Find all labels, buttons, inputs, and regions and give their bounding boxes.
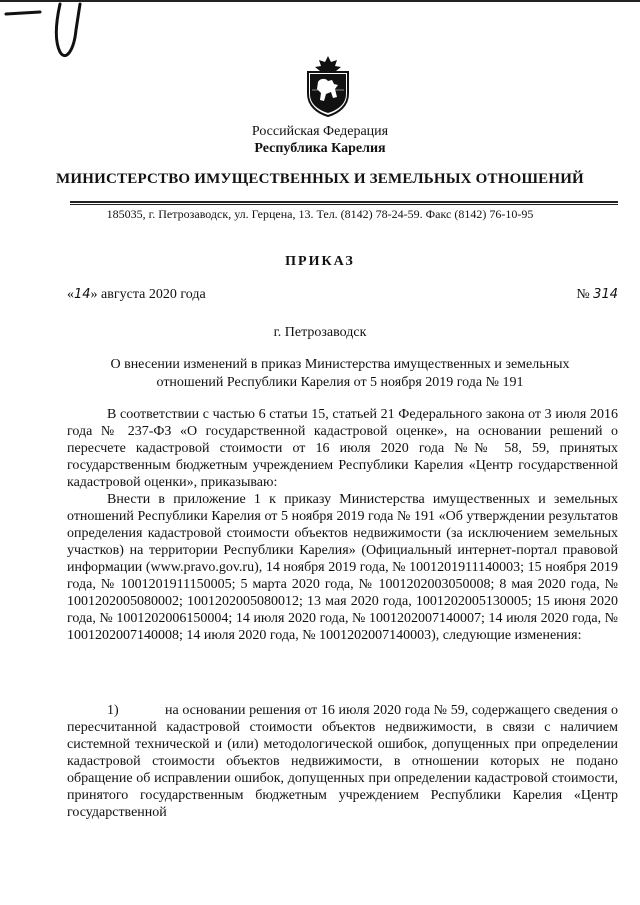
region-name: Республика Карелия (254, 141, 386, 156)
header-divider-thin (70, 204, 618, 205)
number-handwritten: 314 (593, 287, 618, 302)
list-item-number: 1) (107, 703, 119, 718)
date-open-quote: « (67, 287, 74, 302)
order-subject: О внесении изменений в приказ Министерства имущественных и земельных отношений Республики Карелия от 5 ноября 2019 года № 191 (110, 357, 570, 390)
city: г. Петрозаводск (273, 325, 367, 340)
order-number (576, 287, 618, 303)
paragraph-basis: В соответствии с частью 6 статьи 15, статьей 21 Федерального закона от 3 июля 2016 года № 237-ФЗ «О государственной кадастровой оценке», на основании решений о пересчете кадастровой стоимости от 16 июля 2020 года №№ 58, 59, принятых государственным бюджетным учреждением Республики Карелия «Центр государственной кадастровой оценки», приказываю: (67, 407, 618, 490)
date-day-handwritten: 14 (74, 287, 91, 302)
date-rest: » августа 2020 года (90, 287, 206, 302)
scan-edge-line (0, 0, 640, 2)
order-date (67, 287, 206, 303)
number-prefix: № (576, 287, 590, 302)
list-item-text: на основании решения от 16 июля 2020 года № 59, содержащего сведения о пересчитанной кадастровой стоимости объектов недвижимости, в связи с наличием системной технической и (или) методологической ошибок, допущенных при определении кадастровой стоимости объектов недвижимости, в отношении которых не подано обращение об исправлении ошибок, допущенных при определении кадастровой стоимости, принятого государственным бюджетным учреждением Республики Карелия «Центр государственной (67, 703, 618, 820)
document-type: ПРИКАЗ (285, 254, 355, 269)
handwritten-mark (0, 0, 90, 70)
ministry-address: 185035, г. Петрозаводск, ул. Герцена, 13. Тел. (8142) 78-24-59. Факс (8142) 76-10-95 (106, 207, 534, 221)
ministry-name: МИНИСТЕРСТВО ИМУЩЕСТВЕННЫХ И ЗЕМЕЛЬНЫХ ОТНОШЕНИЙ (56, 171, 584, 187)
header-divider (70, 201, 618, 203)
list-item-1 (67, 702, 618, 821)
country-name: Российская Федерация (251, 124, 389, 139)
paragraph-amendment: Внести в приложение 1 к приказу Министерства имущественных и земельных отношений Республики Карелия от 5 ноября 2019 года № 191 «Об утверждении результатов определения кадастровой стоимости объектов недвижимости (за исключением земельных участков) на территории Республики Карелия» (Официальный интернет-портал правовой информации (www.pravo.gov.ru), 14 ноября 2019 года, № 1001201911140003; 15 ноября 2019 года, № 1001201911150005; 5 марта 2020 года, № 1001202003050008; 8 мая 2020 года, № 1001202005080002; 1001202005080012; 13 мая 2020 года, 1001202005130005; 15 июня 2020 года, № 1001202006150004; 14 июля 2020 года, № 1001202007140007; 14 июля 2020 года, № 1001202007140008; 14 июля 2020 года, № 1001202007140003), следующие изменения: (67, 492, 618, 643)
karelia-coat-of-arms (304, 54, 352, 118)
